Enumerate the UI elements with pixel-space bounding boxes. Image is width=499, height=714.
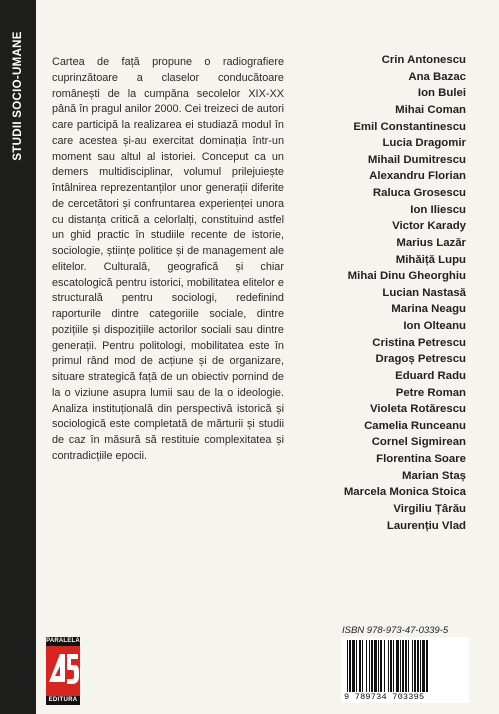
spine-band — [0, 0, 36, 714]
barcode-bar — [359, 640, 361, 692]
publisher-name: PARALELA — [46, 638, 80, 644]
author-name: Eduard Radu — [395, 369, 466, 382]
barcode-bar — [396, 640, 399, 692]
barcode-bar — [400, 640, 401, 692]
author-name: Marius Lazăr — [396, 236, 466, 249]
barcode-bar — [384, 640, 385, 692]
author-list — [344, 52, 466, 534]
author-name: Ion Iliescu — [410, 203, 466, 216]
barcode-bar — [349, 640, 351, 692]
author-name: Marian Staș — [402, 469, 466, 482]
author-name: Florentina Soare — [376, 453, 466, 465]
barcode-bar — [388, 640, 389, 692]
barcode-bar — [422, 640, 425, 692]
author-name: Petre Roman — [395, 386, 466, 399]
publisher-imprint: EDITURA — [46, 696, 80, 705]
author-name: Mihai Dinu Gheorghiu — [347, 270, 466, 283]
barcode — [341, 637, 469, 703]
author-name: Cristina Petrescu — [372, 336, 466, 349]
barcode-digits: 9 789734 703395 — [344, 692, 425, 702]
author-name: Cornel Sigmirean — [371, 436, 466, 449]
author-name: Emil Constantinescu — [353, 120, 466, 133]
author-name: Dragoș Petrescu — [375, 353, 466, 366]
author-name: Marcela Monica Stoica — [343, 486, 466, 499]
author-name: Lucia Dragomir — [382, 137, 466, 150]
author-name: Crin Antonescu — [381, 54, 466, 66]
barcode-bar — [417, 640, 419, 692]
barcode-bar — [369, 640, 370, 692]
author-name: Marina Neagu — [391, 303, 466, 316]
barcode-bar — [362, 640, 363, 692]
author-name: Victor Karady — [392, 220, 466, 233]
barcode-bar — [374, 640, 377, 692]
barcode-bar — [420, 640, 421, 692]
barcode-bar — [366, 640, 367, 692]
author-name: Lucian Nastasă — [382, 286, 466, 299]
author-name: Raluca Grosescu — [372, 187, 466, 199]
author-name: Ion Bulei — [417, 87, 466, 100]
barcode-bar — [426, 640, 428, 692]
publisher-mark — [46, 646, 80, 696]
barcode-bars — [347, 640, 463, 692]
back-cover-blurb: Cartea de față propune o radiografiere cuprinzătoare a claselor conducătoare românești de la cumpăna secolelor XIX-XX până în pragul anilor 2000. Cei treizeci de autori care participă la realizarea ei studiază modul în care acestea și-au exercitat dominația într-un moment sau altul al istoriei. Conceput ca un demers multidisciplinar, volumul prilejuiește întâlnirea reprezentanților unor generații diferite de cercetători și confruntarea experienței unora cu distanța critică a celorlalți, constituind astfel un ghid practic în studiile recente de istorie, sociologie, științe politice și de management ale elitelor. Culturală, geografică și chiar escatologică pentru istorici, mobilitatea elitelor e structurală pentru sociologi, redefinind raporturile dintre categoriile sociale, dintre pozițiile și dispozițiile actorilor sociali sau dintre generații. Pentru politologi, mobilitatea este în primul rând mod de acțiune și de organizare, situare strategică față de un obiectiv pornind de la o viziune asupra lumii sau de la o ideologie. Analiza instituțională din perspectivă istorică și sociologică este completată de mărturii și studii de caz în măsură să restituie complexitatea și contradicțiile epocii. — [52, 56, 284, 462]
barcode-bar — [405, 640, 407, 692]
author-name: Laurențiu Vlad — [386, 519, 466, 532]
author-name: Camelia Runceanu — [364, 419, 466, 432]
barcode-bar — [393, 640, 394, 692]
barcode-bar — [380, 640, 382, 692]
barcode-bar — [371, 640, 373, 692]
author-name: Alexandru Florian — [369, 170, 466, 183]
barcode-bar — [412, 640, 413, 692]
author-name: Mihăiță Lupu — [395, 253, 466, 266]
series-label: STUDII SOCIO-UMANE — [12, 31, 24, 161]
barcode-bar — [408, 640, 409, 692]
author-name: Mihail Dumitrescu — [367, 153, 466, 166]
author-name: Violeta Rotărescu — [369, 403, 466, 416]
barcode-bar — [356, 640, 357, 692]
isbn-label: ISBN 978-973-47-0339-5 — [342, 625, 449, 636]
author-name: Mihai Coman — [395, 103, 466, 116]
author-name: Ion Olteanu — [403, 320, 466, 332]
barcode-bar — [378, 640, 379, 692]
barcode-bar — [402, 640, 404, 692]
author-name: Ana Bazac — [408, 70, 466, 83]
barcode-bar — [347, 640, 348, 692]
barcode-bar — [390, 640, 392, 692]
barcode-bar — [414, 640, 416, 692]
publisher-logo — [46, 637, 80, 707]
barcode-bar — [352, 640, 355, 692]
author-name: Virgiliu Țârău — [393, 502, 466, 515]
